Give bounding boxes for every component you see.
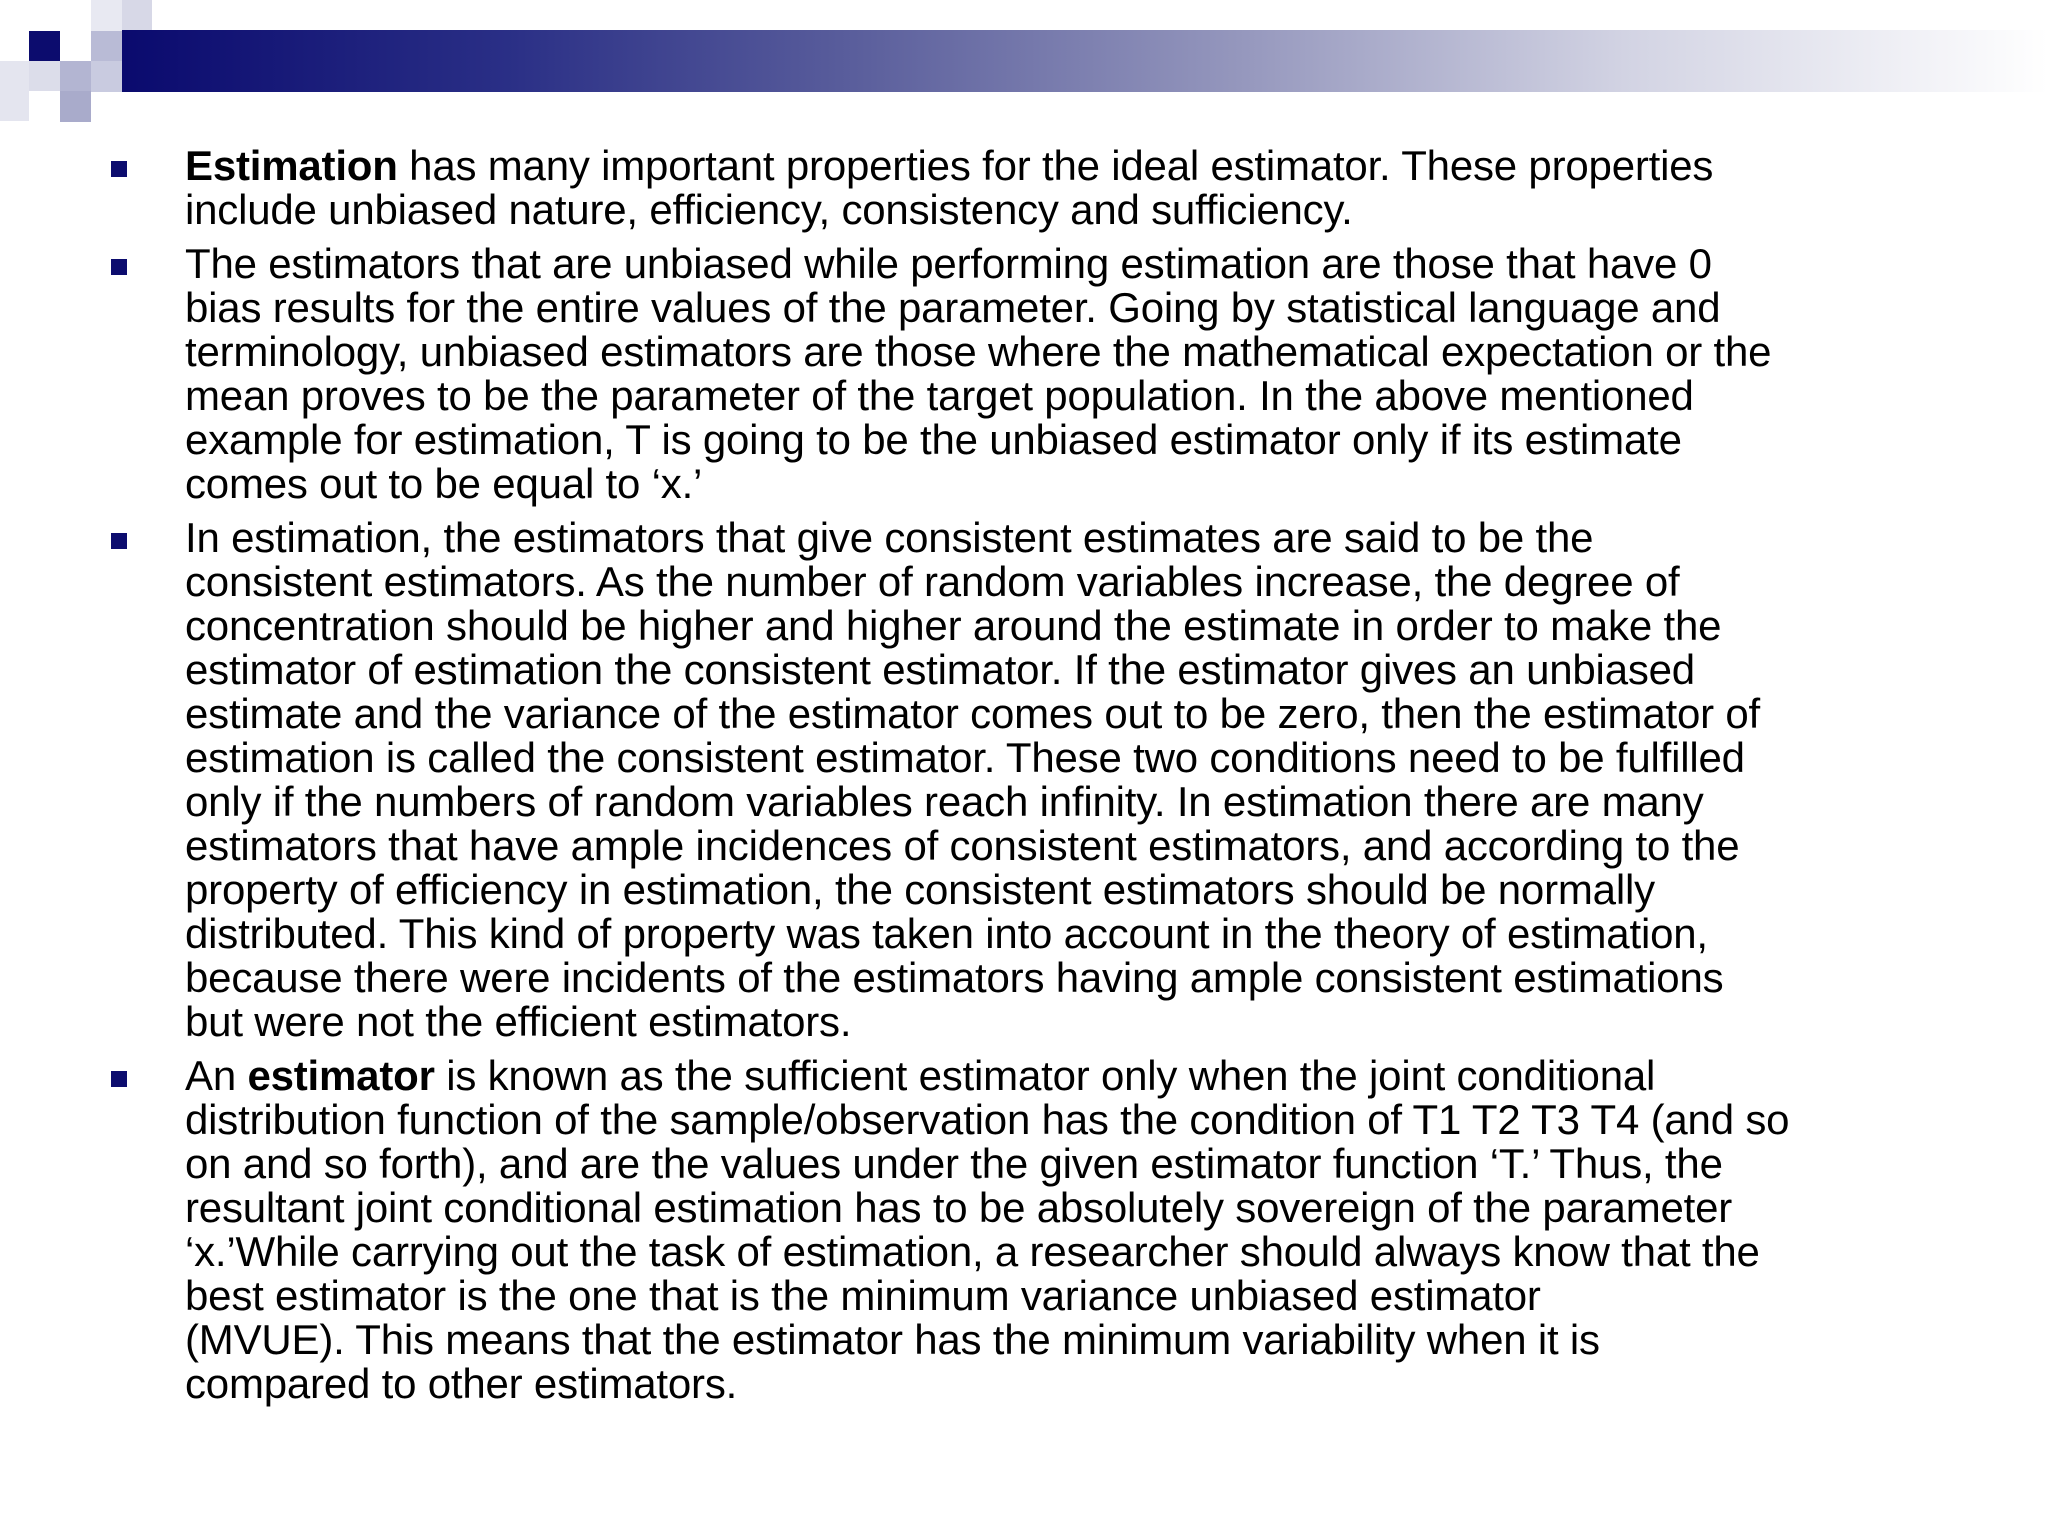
bullet-text (185, 142, 1713, 233)
header-decoration-square (91, 61, 122, 92)
header-decoration-square (29, 61, 60, 91)
square-bullet-icon (111, 259, 127, 275)
bold-term: Estimation (185, 142, 398, 189)
bullet-body: has many important properties for the ideal estimator. These properties include unbiased nature, efficiency, consistency and sufficiency. (185, 142, 1714, 233)
bullet-item-estimation (106, 144, 1986, 232)
header-decoration-square (91, 0, 122, 31)
bullet-body: In estimation, the estimators that give consistent estimates are said to be the consistent estimators. As the number of random variables increase, the degree of concentration should be higher and higher around the estimate in order to make the estimator of estimation the consistent estimator. If the estimator gives an unbiased estimate and the variance of the estimator comes out to be zero, then the estimator of estimation is called the consistent estimator. These two conditions need to be fulfilled only if the numbers of random variables reach infinity. In estimation there are many estimators that have ample incidences of consistent estimators, and according to the property of efficiency in estimation, the consistent estimators should be normally distributed. This kind of property was taken into account in the theory of estimation, because there were incidents of the estimators having ample consistent estimations but were not the efficient estimators. (185, 514, 1760, 1045)
bullet-text (185, 1052, 1789, 1407)
square-bullet-icon (111, 533, 127, 549)
header-decoration-square (60, 91, 91, 122)
header-decoration-square (60, 31, 91, 61)
bullet-item-unbiased (106, 242, 1986, 506)
header-gradient-bar (122, 30, 2048, 92)
bullet-body: is known as the sufficient estimator only when the joint conditional distribution function of the sample/observation has the condition of T1 T2 T3 T4 (and so on and so forth), and are the values under the given estimator function ‘T.’ Thus, the resultant joint conditional estimation has to be absolutely sovereign of the parameter ‘x.’While carrying out the task of estimation, a researcher should always know that the best estimator is the one that is the minimum variance unbiased estimator (MVUE). This means that the estimator has the minimum variability when it is compared to other estimators. (185, 1052, 1790, 1407)
header-decoration-square (0, 61, 29, 121)
square-bullet-icon (111, 161, 127, 177)
header-decoration-square (60, 61, 91, 91)
bullet-prefix: An (185, 1052, 248, 1099)
bullet-body: The estimators that are unbiased while performing estimation are those that have 0 bias results for the entire values of the parameter. Going by statistical language and terminology, unbiased estimators are those where the mathematical expectation or the mean proves to be the parameter of the target population. In the above mentioned example for estimation, T is going to be the unbiased estimator only if its estimate comes out to be equal to ‘x.’ (185, 240, 1772, 507)
header-decoration-square (91, 31, 122, 61)
bullet-item-consistent (106, 516, 1986, 1044)
header-decoration-square (122, 0, 152, 30)
bullet-list (106, 144, 1986, 1416)
bold-term: estimator (247, 1052, 435, 1099)
square-bullet-icon (111, 1071, 127, 1087)
bullet-item-sufficient (106, 1054, 1986, 1406)
header-decoration-square (29, 31, 60, 61)
